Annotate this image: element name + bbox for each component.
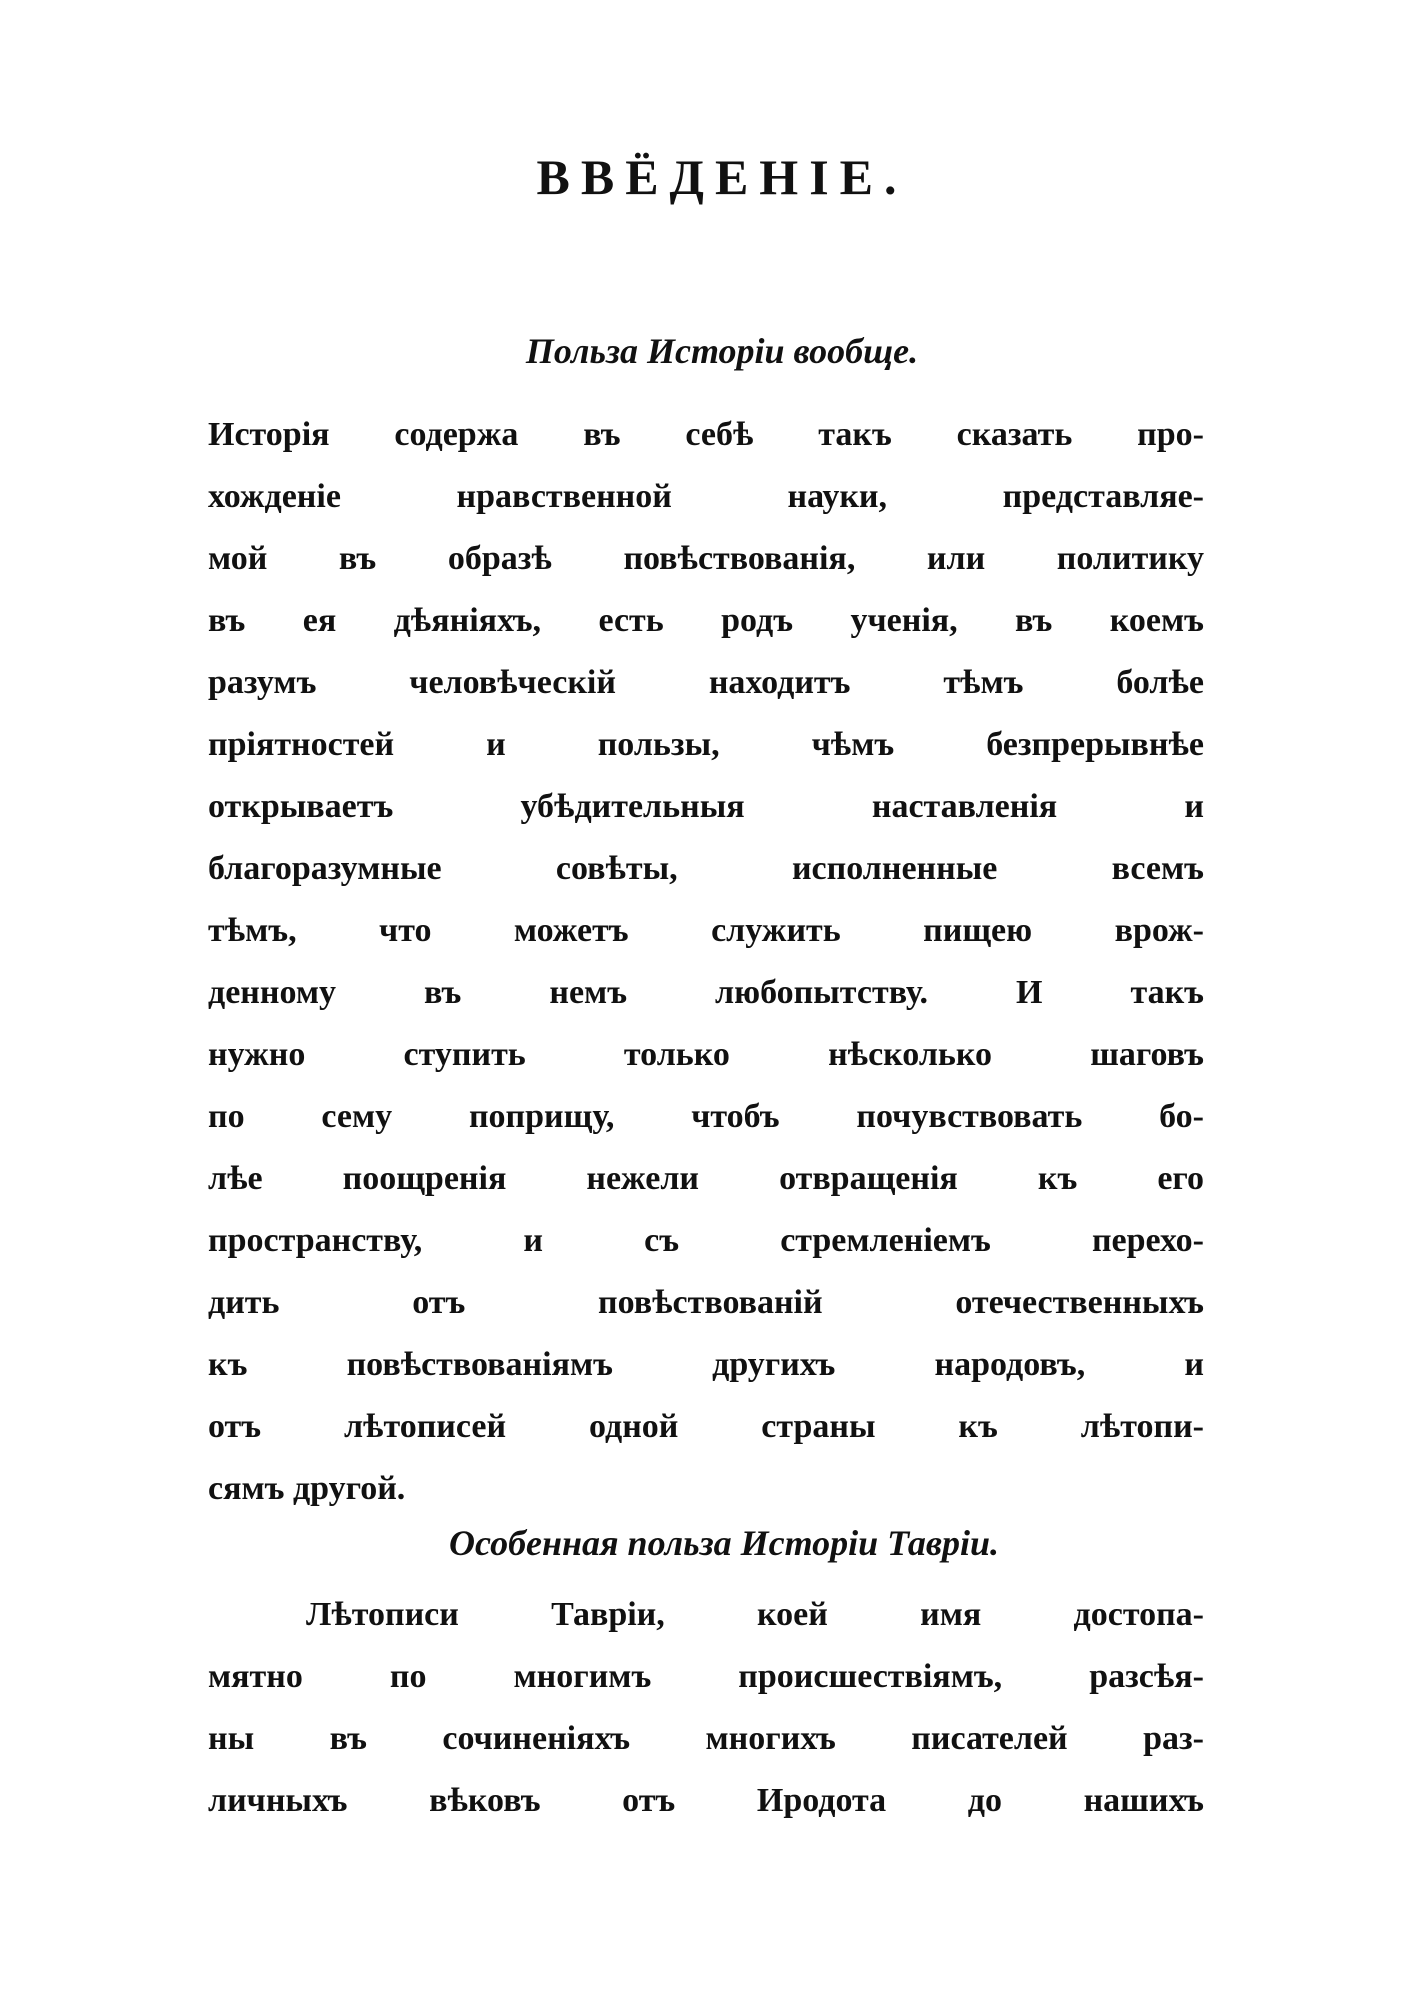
paragraph-general-use [208, 404, 1204, 1520]
text-line: мятно по многимъ происшествіямъ, разсѣя- [208, 1658, 1204, 1695]
text-line: денному въ немъ любопытству. И такъ [208, 974, 1204, 1011]
section-heading-general-use: Польза Исторіи вообще. [525, 331, 919, 371]
text-line: личныхъ вѣковъ отъ Иродота до нашихъ [208, 1782, 1204, 1819]
text-line: пріятностей и пользы, чѣмъ безпрерывнѣе [208, 726, 1204, 763]
text-line: лѣе поощренія нежели отвращенія къ его [208, 1160, 1204, 1197]
text-line: по сему поприщу, чтобъ почувствовать бо- [208, 1098, 1204, 1135]
text-line: благоразумные совѣты, исполненные всемъ [208, 850, 1204, 887]
paragraph-taurida-use [208, 1584, 1204, 1832]
text-line: открываетъ убѣдительныя наставленія и [208, 788, 1204, 825]
text-line: дить отъ повѣствованій отечественныхъ [208, 1284, 1204, 1321]
text-line: мой въ образѣ повѣствованія, или политику [208, 540, 1204, 577]
page-title: ВВЁДЕНІЕ. [536, 149, 908, 205]
section-heading-taurida-use: Особенная польза Исторіи Тавріи. [449, 1523, 999, 1563]
text-line: разумъ человѣческій находитъ тѣмъ болѣе [208, 664, 1204, 701]
text-line: къ повѣствованіямъ другихъ народовъ, и [208, 1346, 1204, 1383]
text-line: нужно ступить только нѣсколько шаговъ [208, 1036, 1204, 1073]
text-line: отъ лѣтописей одной страны къ лѣтопи- [208, 1408, 1204, 1445]
text-line: тѣмъ, что можетъ служить пищею врож- [208, 912, 1204, 949]
text-line: Лѣтописи Тавріи, коей имя достопа- [306, 1596, 1204, 1633]
text-line: сямъ другой. [208, 1470, 406, 1507]
text-line: ны въ сочиненіяхъ многихъ писателей раз- [208, 1720, 1204, 1757]
text-line: хожденіе нравственной науки, представляе- [208, 478, 1204, 515]
text-line: пространству, и съ стремленіемъ перехо- [208, 1222, 1204, 1259]
text-line: Исторія содержа въ себѣ такъ сказать про- [208, 416, 1204, 453]
text-line: въ ея дѣяніяхъ, есть родъ ученія, въ коемъ [208, 602, 1204, 639]
